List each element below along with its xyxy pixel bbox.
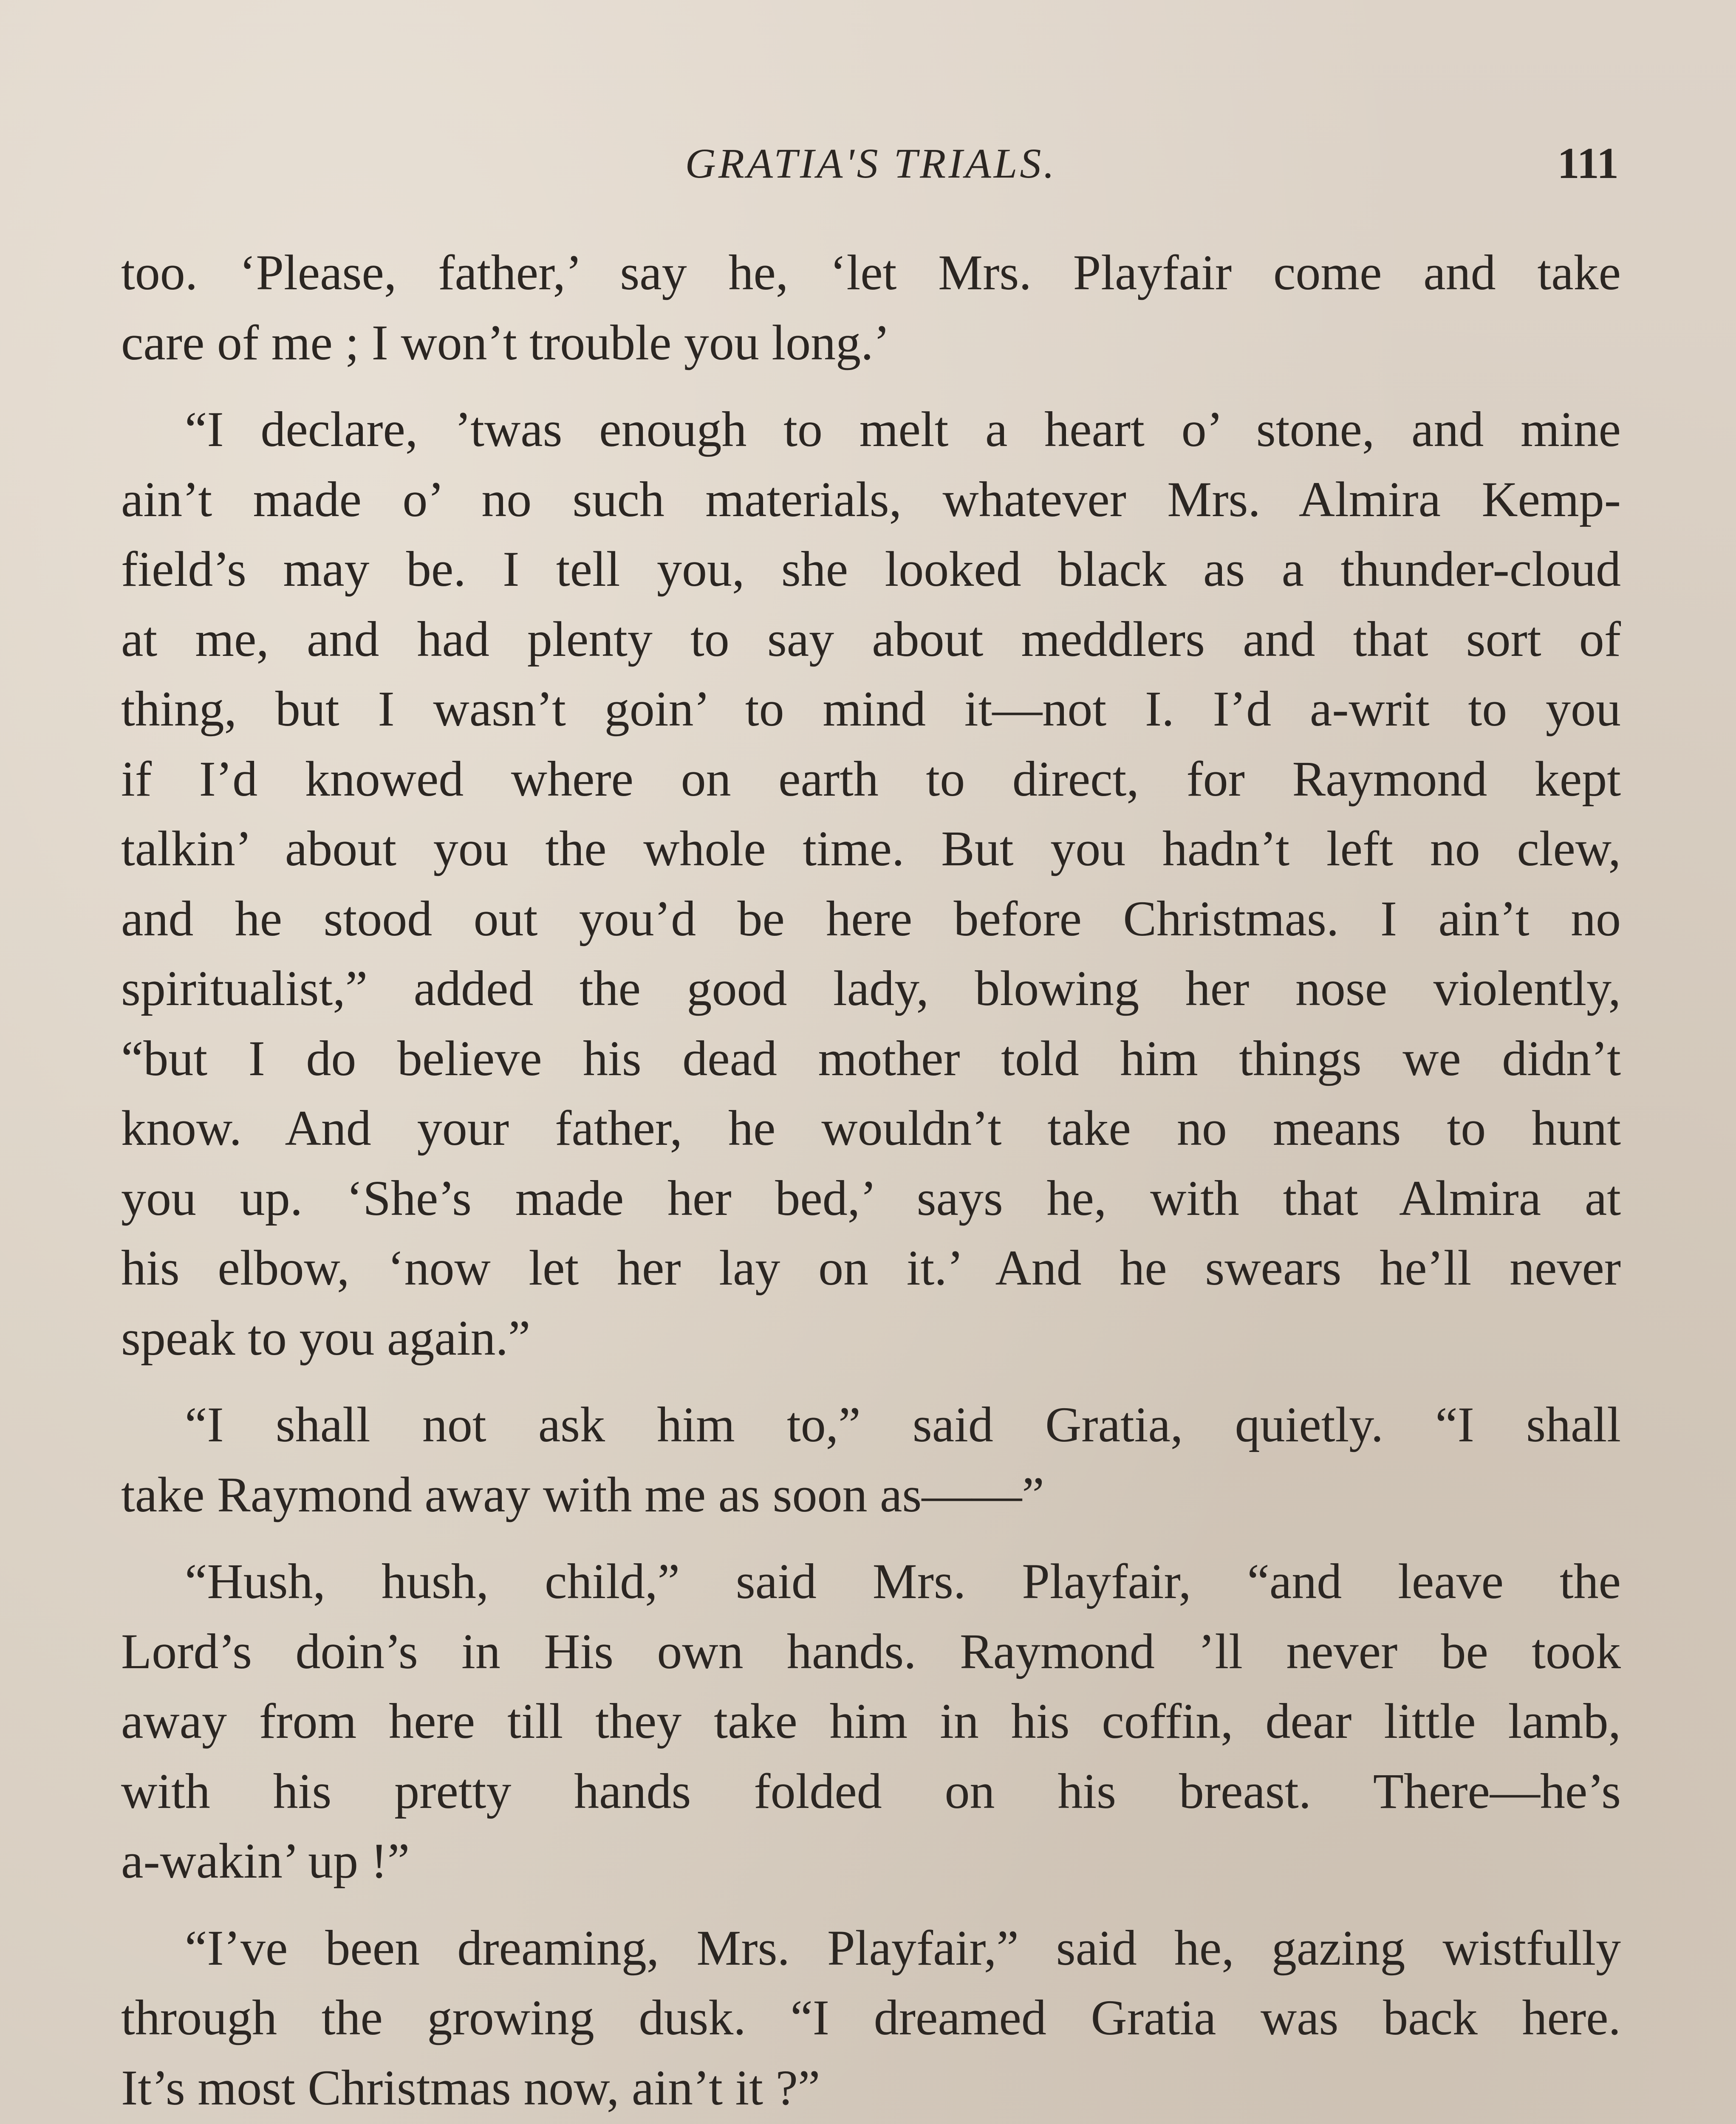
- text-line: talkin’ about you the whole time. But you hadn’t left no clew,: [121, 821, 1621, 876]
- text-line: with his pretty hands folded on his breast. There—he’s: [121, 1763, 1621, 1819]
- text-line: at me, and had plenty to say about meddlers and that sort of: [121, 611, 1621, 667]
- text-line: too. ‘Please, father,’ say he, ‘let Mrs. Playfair come and take: [121, 245, 1621, 300]
- body-text: [121, 238, 1621, 2124]
- text-line: take Raymond away with me as soon as——”: [121, 1466, 1044, 1522]
- text-line: away from here till they take him in his coffin, dear little lamb,: [121, 1693, 1621, 1749]
- page-number: 111: [1557, 139, 1619, 188]
- text-line: ain’t made o’ no such materials, whatever Mrs. Almira Kemp-: [121, 471, 1621, 527]
- text-line: through the growing dusk. “I dreamed Gratia was back here.: [121, 1990, 1621, 2045]
- page-header: [123, 132, 1619, 195]
- text-line: his elbow, ‘now let her lay on it.’ And he swears he’ll never: [121, 1240, 1621, 1296]
- running-title: GRATIA'S TRIALS.: [685, 140, 1057, 187]
- text-line: you up. ‘She’s made her bed,’ says he, with that Almira at: [121, 1170, 1621, 1226]
- text-line: speak to you again.”: [121, 1310, 531, 1366]
- text-line: a-wakin’ up !”: [121, 1833, 410, 1889]
- text-line: Lord’s doin’s in His own hands. Raymond ’ll never be took: [121, 1623, 1621, 1679]
- text-line: if I’d knowed where on earth to direct, for Raymond kept: [121, 751, 1621, 807]
- text-line: field’s may be. I tell you, she looked black as a thunder-cloud: [121, 541, 1621, 597]
- text-line: “I shall not ask him to,” said Gratia, quietly. “I shall: [185, 1397, 1621, 1452]
- text-line: It’s most Christmas now, ain’t it ?”: [121, 2059, 820, 2116]
- text-line: care of me ; I won’t trouble you long.’: [121, 314, 890, 370]
- text-line: “I’ve been dreaming, Mrs. Playfair,” said he, gazing wistfully: [185, 1920, 1621, 1976]
- text-line: “Hush, hush, child,” said Mrs. Playfair, “and leave the: [185, 1553, 1621, 1609]
- text-line: “but I do believe his dead mother told him things we didn’t: [121, 1030, 1621, 1086]
- text-line: know. And your father, he wouldn’t take no means to hunt: [121, 1100, 1621, 1156]
- text-line: thing, but I wasn’t goin’ to mind it—not I. I’d a-writ to you: [121, 681, 1621, 737]
- text-line: spiritualist,” added the good lady, blowing her nose violently,: [121, 960, 1621, 1016]
- text-line: and he stood out you’d be here before Christmas. I ain’t no: [121, 890, 1621, 946]
- text-line: “I declare, ’twas enough to melt a heart o’ stone, and mine: [185, 401, 1621, 457]
